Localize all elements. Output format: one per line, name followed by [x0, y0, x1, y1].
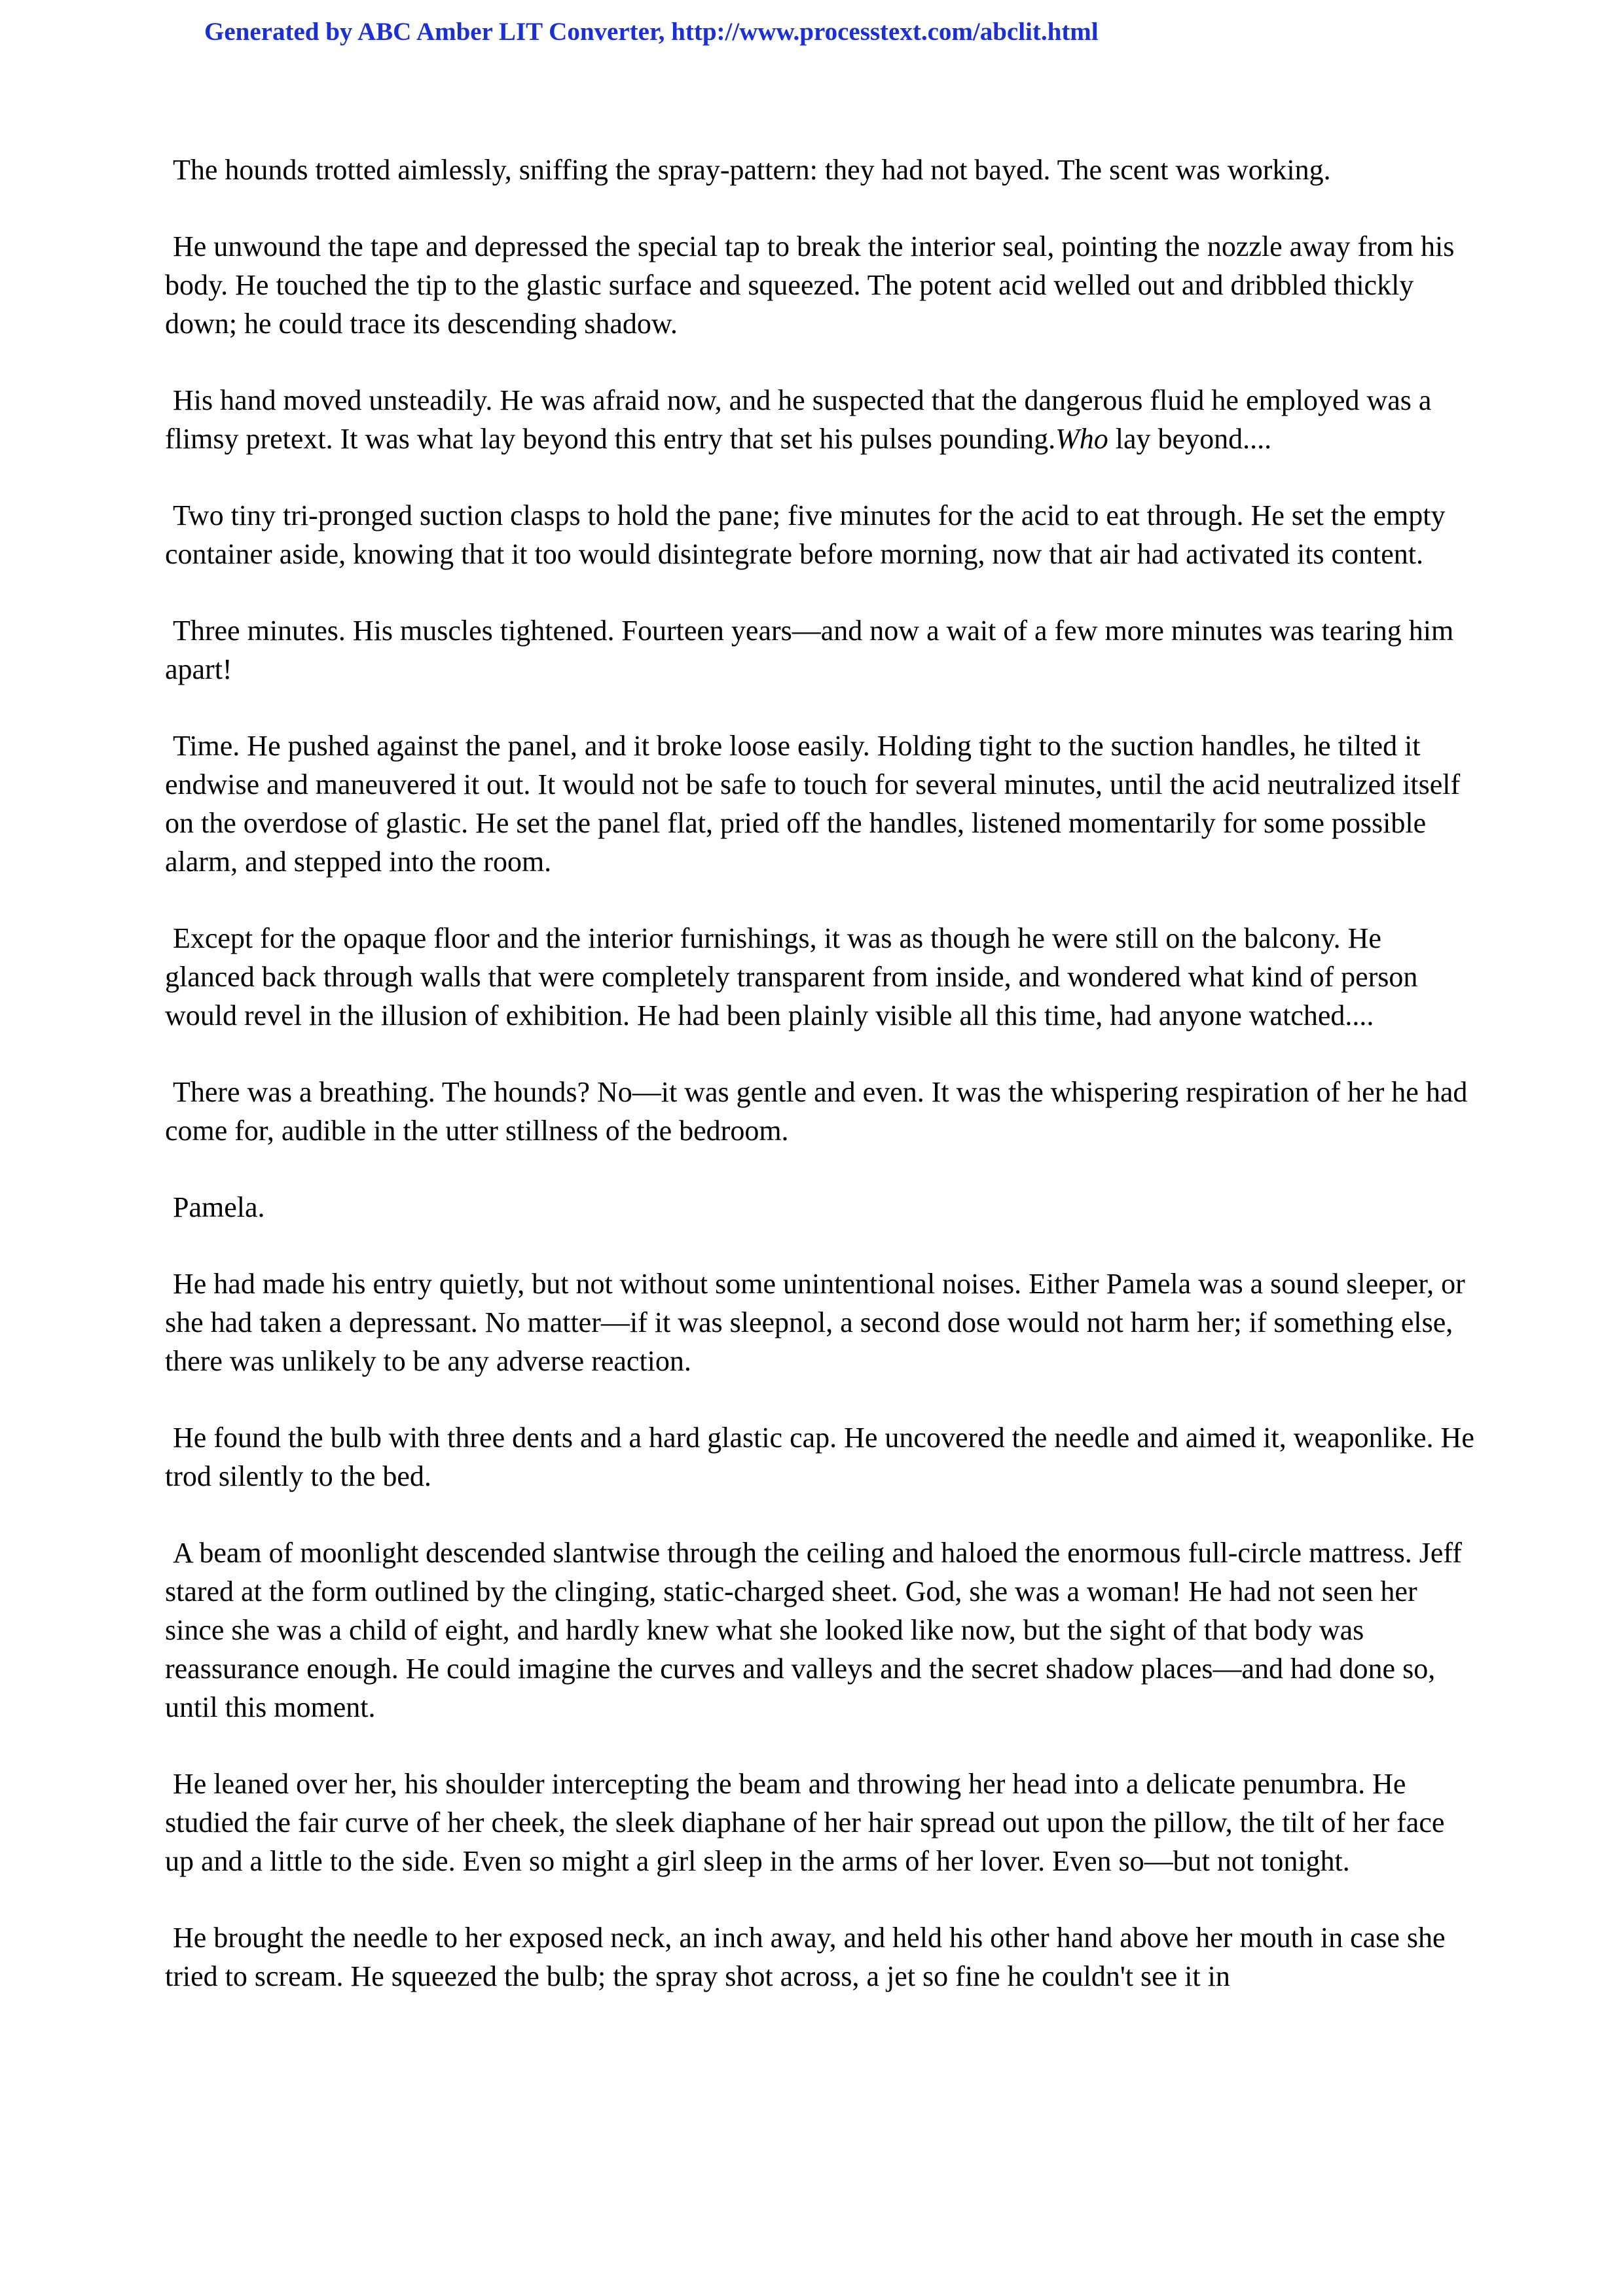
paragraph: Time. He pushed against the panel, and it broke loose easily. Holding tight to the suction handles, he tilted it endwise and maneuvered it out. It would not be safe to touch for several minutes, until the acid neutralized itself on the overdose of glastic. He set the panel flat, pried off the handles, listened momentarily for some possible alarm, and stepped into the room. [165, 730, 1461, 878]
page-body [165, 151, 1474, 2034]
paragraph [165, 381, 1474, 458]
paragraph: Three minutes. His muscles tightened. Fourteen years—and now a wait of a few more minutes was tearing him apart! [165, 615, 1454, 685]
paragraph: He had made his entry quietly, but not without some unintentional noises. Either Pamela was a sound sleeper, or she had taken a depressant. No matter—if it was sleepnol, a second dose would not harm her; if something else, there was unlikely to be any adverse reaction. [165, 1268, 1465, 1377]
paragraph-text: His hand moved unsteadily. He was afraid now, and he suspected that the dangerous fluid he employed was a flimsy pretext. It was what lay beyond this entry that set his pulses pounding. [165, 384, 1432, 455]
paragraph: There was a breathing. The hounds? No—it was gentle and even. It was the whispering respiration of her he had come for, audible in the utter stillness of the bedroom. [165, 1076, 1468, 1147]
paragraph: Except for the opaque floor and the interior furnishings, it was as though he were still on the balcony. He glanced back through walls that were completely transparent from inside, and wondered what kind of person would revel in the illusion of exhibition. He had been plainly visible all this time, had anyone watched.... [165, 922, 1418, 1031]
paragraph-text-after: lay beyond.... [1108, 423, 1272, 455]
paragraph: A beam of moonlight descended slantwise through the ceiling and haloed the enormous full-circle mattress. Jeff stared at the form outlined by the clinging, static-charged sheet. God, she was a woman! He had not seen her since she was a child of eight, and hardly knew what she looked like now, but the sight of that body was reassurance enough. He could imagine the curves and valleys and the secret shadow places—and had done so, until this moment. [165, 1537, 1462, 1723]
converter-header: Generated by ABC Amber LIT Converter, http://www.processtext.com/abclit.html [204, 18, 1099, 46]
paragraph: Pamela. [173, 1191, 265, 1223]
paragraph: He leaned over her, his shoulder intercepting the beam and throwing her head into a delicate penumbra. He studied the fair curve of her cheek, the sleek diaphane of her hair spread out upon the pillow, the tilt of her face up and a little to the side. Even so might a girl sleep in the arms of her lover. Even so—but not tonight. [165, 1768, 1445, 1877]
paragraph: He unwound the tape and depressed the special tap to break the interior seal, pointing the nozzle away from his body. He touched the tip to the glastic surface and squeezed. The potent acid welled out and dribbled thickly down; he could trace its descending shadow. [165, 230, 1455, 340]
paragraph: Two tiny tri-pronged suction clasps to hold the pane; five minutes for the acid to eat through. He set the empty container aside, knowing that it too would disintegrate before morning, now that air had activated its content. [165, 499, 1446, 570]
paragraph-italic: Who [1055, 423, 1108, 455]
paragraph: He found the bulb with three dents and a hard glastic cap. He uncovered the needle and aimed it, weaponlike. He trod silently to the bed. [165, 1422, 1474, 1492]
paragraph: He brought the needle to her exposed neck, an inch away, and held his other hand above her mouth in case she tried to scream. He squeezed the bulb; the spray shot across, a jet so fine he couldn't see it in [165, 1922, 1446, 1992]
paragraph: The hounds trotted aimlessly, sniffing the spray-pattern: they had not bayed. The scent was working. [173, 154, 1331, 186]
